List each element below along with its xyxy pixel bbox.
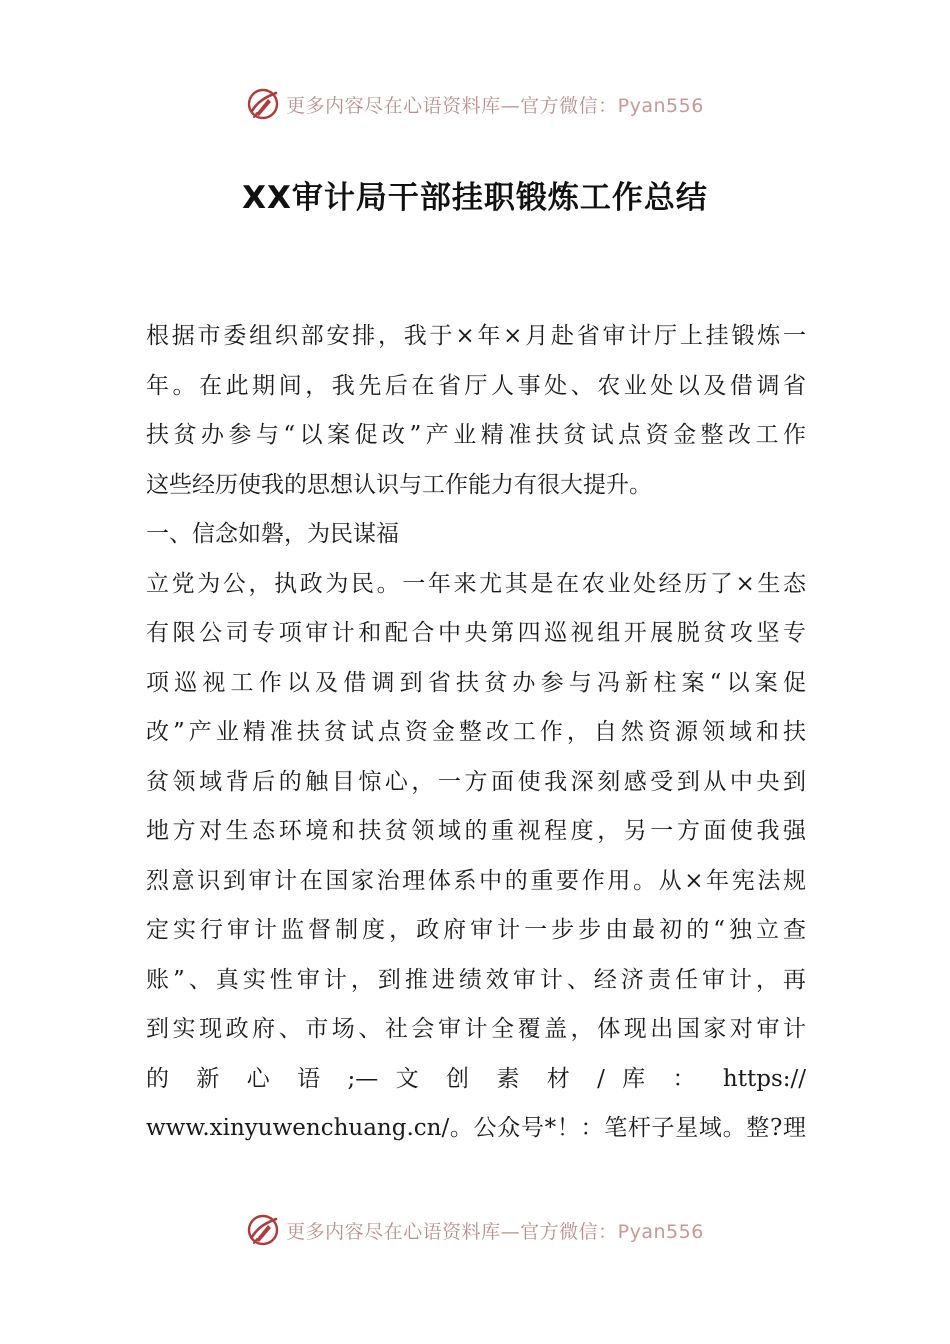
paragraph-line: 项巡视工作以及借调到省扶贫办参与冯新柱案“以案促: [146, 669, 806, 696]
paragraph-line: 贫领域背后的触目惊心，一方面使我深刻感受到从中央到: [146, 768, 806, 795]
paragraph-line: 账”、真实性审计，到推进绩效审计、经济责任审计，再: [146, 966, 806, 993]
paragraph-line: 烈意识到审计在国家治理体系中的重要作用。从×年宪法规: [146, 867, 806, 894]
paragraph-line: 立党为公，执政为民。一年来尤其是在农业处经历了×生态: [146, 570, 806, 597]
watermark-url-line: www.xinyuwenchuang.cn/。公众号*！：笔杆子星域。整?理: [146, 1115, 806, 1141]
pen-ribbon-icon: [246, 1213, 280, 1247]
wechat-id: Pyan556: [617, 1220, 704, 1243]
paragraph-line: 扶贫办参与“以案促改”产业精准扶贫试点资金整改工作: [146, 422, 806, 448]
page-title: XX审计局干部挂职锻炼工作总结: [242, 180, 708, 216]
paragraph-line: 根据市委组织部安排，我于×年×月赴省审计厅上挂锻炼一: [146, 323, 806, 349]
paragraph-line: 这些经历使我的思想认识与工作能力有很大提升。: [146, 471, 652, 498]
wechat-id: Pyan556: [617, 94, 704, 117]
pen-ribbon-icon: [246, 87, 280, 121]
paragraph-line: 年。在此期间，我先后在省厅人事处、农业处以及借调省: [146, 372, 806, 399]
paragraph-line: 地方对生态环境和扶贫领域的重视程度，另一方面使我强: [146, 818, 806, 844]
footer-banner: [0, 1210, 950, 1250]
banner-text: 更多内容尽在心语资料库—官方微信：Pyan556: [286, 1220, 704, 1243]
document-body: [146, 312, 806, 1154]
paragraph-line: 改”产业精准扶贫试点资金整改工作，自然资源领域和扶: [146, 719, 806, 745]
header-banner: [0, 84, 950, 124]
paragraph-line: 到实现政府、市场、社会审计全覆盖，体现出国家对审计: [146, 1016, 806, 1042]
paragraph-line: 有限公司专项审计和配合中央第四巡视组开展脱贫攻坚专: [146, 620, 806, 646]
section-heading: 一、信念如磐，为民谋福: [146, 521, 399, 547]
paragraph-line: 定实行审计监督制度，政府审计一步步由最初的“独立查: [146, 917, 806, 943]
banner-text: 更多内容尽在心语资料库—官方微信：Pyan556: [286, 94, 704, 117]
watermark-line: 的 新 心 语 ;— 文 创 素 材 / 库 ： https://: [146, 1065, 806, 1092]
